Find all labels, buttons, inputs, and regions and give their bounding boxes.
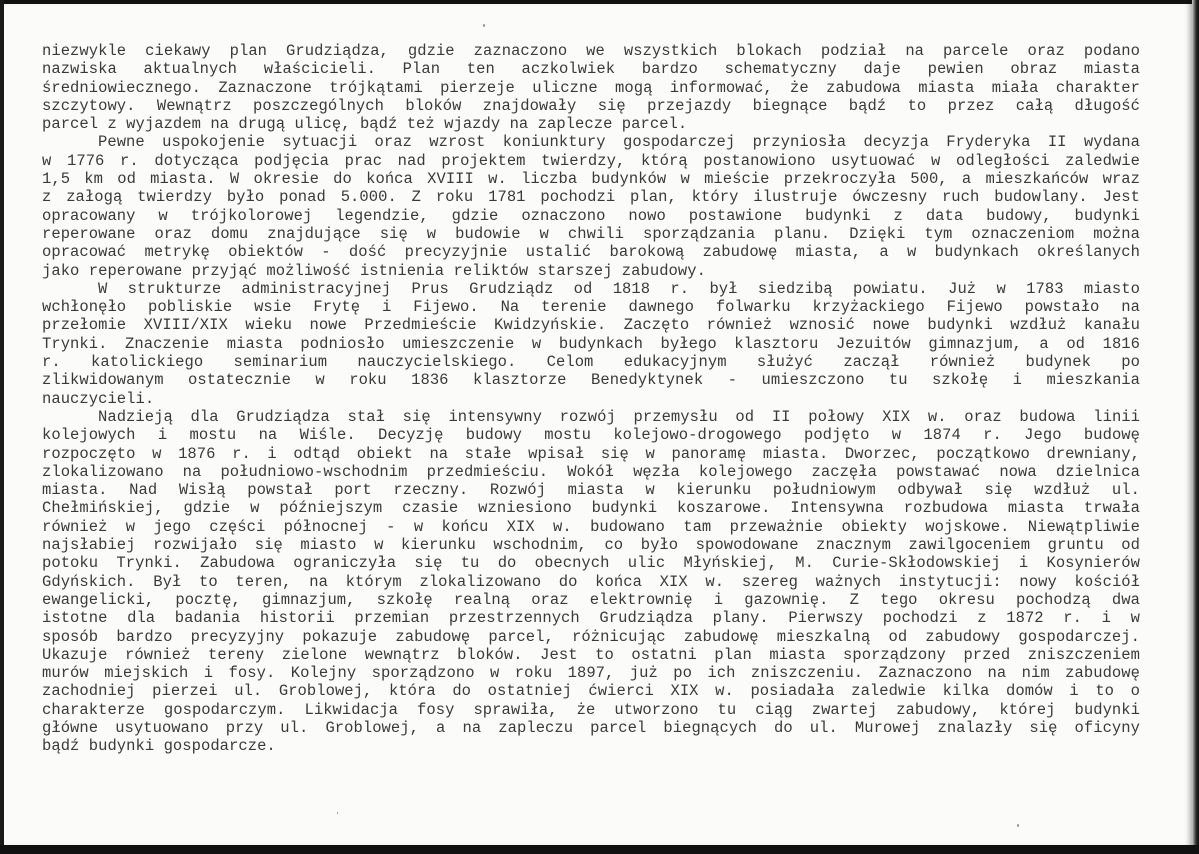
text-line: niezwykle ciekawy plan Grudziądza, gdzie zaznaczono we wszystkich blokach podział na parcele oraz podano <box>42 42 1140 60</box>
text-line: średniowiecznego. Zaznaczone trójkątami pierzeje uliczne mogą informować, że zabudowa miasta miała charakter <box>42 78 1140 97</box>
scan-speck <box>1017 824 1019 827</box>
text-line: Trynki. Znaczenie miasta podniosło umieszczenie w budynkach byłego klasztoru Jezuitów gimnazjum, a od 1816 <box>42 334 1140 353</box>
text-line: charakterze gospodarczym. Likwidacja fosy sprawiła, że utworzono tu ciąg zwartej zabudowy, której budynki <box>42 700 1140 719</box>
text-line: parcel z wyjazdem na drugą ulicę, bądź też wjazdy na zaplecze parcel. <box>42 115 688 134</box>
text-line: r. katolickiego seminarium nauczycielskiego. Celom edukacyjnym służyć zaczął również budynek po <box>42 353 1140 372</box>
document-page <box>4 4 1192 845</box>
text-line: Ukazuje również tereny zielone wewnątrz bloków. Jest to ostatni plan miasta sporządzony przed zniszczeniem <box>42 645 1140 664</box>
text-line: nazwiska aktualnych właścicieli. Plan ten aczkolwiek bardzo schematyczny daje pewien obraz miasta <box>42 60 1140 79</box>
scan-speck <box>483 24 485 27</box>
text-line: Chełmińskiej, gdzie w późniejszym czasie wzniesiono budynki koszarowe. Intensywna rozbudowa miasta trwała <box>42 499 1140 518</box>
text-line: potoku Trynki. Zabudowa ograniczyła się tu do obecnych ulic Młyńskiej, M. Curie-Skłodowskiej i Kosynierów <box>42 554 1140 573</box>
text-line: również w jego części północnej - w końcu XIX w. budowano tam przeważnie obiekty wojskowe. Niewątpliwie <box>42 517 1140 536</box>
text-line: istotne dla badania historii przemian przestrzennych Grudziądza plany. Pierwszy pochodzi z 1872 r. i w <box>42 609 1140 628</box>
text-line: kolejowych i mostu na Wiśle. Decyzję budowy mostu kolejowo-drogowego podjęto w 1874 r. Jego budowę <box>42 426 1140 445</box>
text-line: główne usytuowano przy ul. Groblowej, a na zapleczu parcel biegnących do ul. Murowej znalazły się oficyny <box>42 718 1140 737</box>
text-line: Gdyńskich. Był to teren, na którym zlokalizowano do końca XIX w. szereg ważnych instytucji: nowy kościół <box>42 572 1140 591</box>
text-line: bądź budynki gospodarcze. <box>42 737 276 756</box>
text-line: miasta. Nad Wisłą powstał port rzeczny. Rozwój miasta w kierunku południowym odbywał się wzdłuż ul. <box>42 481 1140 500</box>
text-line: reperowane oraz domu znajdujące się w budowie w chwili sporządzania planu. Dzięki tym oznaczeniom można <box>42 224 1140 243</box>
text-line: Nadzieją dla Grudziądza stał się intensywny rozwój przemysłu od II połowy XIX w. oraz budowa linii <box>98 407 1140 426</box>
paragraph-2 <box>42 133 1140 279</box>
text-line: nauczycieli. <box>42 389 155 408</box>
text-line: jako reperowane przyjąć możliwość istnienia reliktów starszej zabudowy. <box>42 261 706 280</box>
text-line: w 1776 r. dotycząca podjęcia prac nad projektem twierdzy, którą postanowiono usytuować w odległości zaledwie <box>42 151 1140 170</box>
paragraph-1 <box>42 42 1140 133</box>
text-line: opracowany w trójkolorowej legendzie, gdzie oznaczono nowo postawione budynki z data budowy, budynki <box>42 206 1140 225</box>
scan-border-bottom <box>0 845 1199 854</box>
paragraph-3 <box>42 280 1140 408</box>
text-line: rozpoczęto w 1876 r. i odtąd obiekt na stałe wpisał się w panoramę miasta. Dworzec, początkowo drewniany, <box>42 444 1140 463</box>
text-line: sposób bardzo precyzyjny pokazuje zabudowę parcel, różnicując zabudowę mieszkalną od zabudowy gospodarczej. <box>42 627 1140 646</box>
scan-border-right <box>1192 0 1199 854</box>
text-line: zachodniej pierzei ul. Groblowej, która do ostatniej ćwierci XIX w. posiadała zaledwie kilka domów i to o <box>42 682 1140 701</box>
text-line: ewangelicki, pocztę, gimnazjum, szkołę realną oraz elektrownię i gazownię. Z tego okresu pochodzą dwa <box>42 590 1140 609</box>
scan-speck <box>337 812 338 814</box>
text-line: opracować metrykę obiektów - dość precyzyjnie ustalić barokową zabudowę miasta, a w budynkach określanych <box>42 243 1140 262</box>
text-line: W strukturze administracyjnej Prus Grudziądz od 1818 r. był siedzibą powiatu. Już w 1783 miasto <box>98 279 1140 298</box>
text-line: najsłabiej rozwijało się miasto w kierunku wschodnim, co było spowodowane znacznym zawilgoceniem gruntu od <box>42 536 1140 555</box>
text-line: wchłonęło pobliskie wsie Frytę i Fijewo. Na terenie dawnego folwarku krzyżackiego Fijewo powstało na <box>42 298 1140 317</box>
body-text <box>42 42 1140 756</box>
text-line: przełomie XVIII/XIX wieku nowe Przedmieście Kwidzyńskie. Zaczęto również wznosić nowe budynki wzdłuż kanału <box>42 316 1140 335</box>
paragraph-4 <box>42 408 1140 756</box>
text-line: zlokalizowano na południowo-wschodnim przedmieściu. Wokół węzła kolejowego zaczęła powstawać nowa dzielnica <box>42 462 1140 481</box>
text-line: szczytowy. Wewnątrz poszczególnych bloków znajdowały się przejazdy biegnące bądź to przez całą długość <box>42 96 1140 115</box>
text-line: murów miejskich i fosy. Kolejny sporządzono w roku 1897, już po ich zniszczeniu. Zaznaczono na nim zabudowę <box>42 664 1140 683</box>
text-line: Pewne uspokojenie sytuacji oraz wzrost koniunktury gospodarczej przyniosła decyzja Fryderyka II wydana <box>98 133 1140 152</box>
text-line: z załogą twierdzy było ponad 5.000. Z roku 1781 pochodzi plan, który ilustruje ówczesny ruch budowlany. Jest <box>42 188 1140 207</box>
text-line: 1,5 km od miasta. W okresie do końca XVIII w. liczba budynków w mieście przekroczyła 500, a mieszkańców wraz <box>42 170 1140 189</box>
text-line: zlikwidowanym ostatecznie w roku 1836 klasztorze Benedyktynek - umieszczono tu szkołę i mieszkania <box>42 371 1140 390</box>
